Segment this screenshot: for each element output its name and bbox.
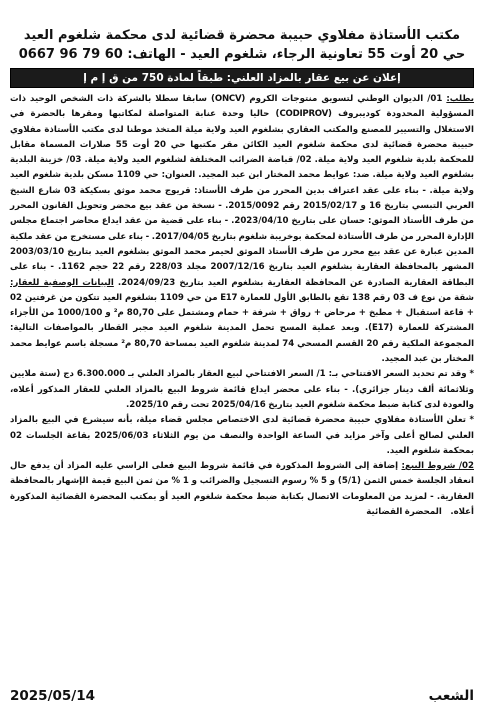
paragraph-text: شقة من نوع ف 03 رقم 138 تقع بالطابق الأول للعمارة E17 من حي 1109 بشلغوم العيد تتكون من غرفتين 02 + قاعة استقبال + مطبخ + مرحاض + رواق + شرفة + حمام ومشتمل على 80,70 م² و 1000/100 من الأجزاء المشتركة للعمارة (E17). وبعد عملية المسح تحمل المدينة شلغوم العيد مجبر القطار بالمواصفات التالية: المجموعة الملكية رقم 20 القسم المسحي 74 لمدينة شلغوم العيد بمساحة 80,70 م² مسجلة باسم عوايط محمد المختار بن عبد المجيد. bbox=[10, 292, 475, 365]
office-title: مكتب الأستاذة مفلاوي حبيبة محضرة قضائية لدى محكمة شلغوم العيد bbox=[23, 28, 461, 43]
paragraph bbox=[10, 367, 474, 413]
notice-footer bbox=[10, 685, 474, 707]
notice-banner: إعلان عن بيع عقار بالمزاد العلني: طبقاً لمادة 750 من ق إ م إ bbox=[10, 68, 474, 88]
notice-body bbox=[10, 92, 474, 520]
paragraph-text: 01/ الديوان الوطني لتسويق منتوجات الكروم (ONCV) سابقا سطلا بالشركة ذات الشخص الوحيد ذات المسؤولية المحدودة كوديبروف (CODIPROV) حاليا وحدة عنابة المتواصلة لمكاتبها ومقرها بالحضرة في الاستغلال والتسيير للمصنع والمكتب العقاري بشلغوم العيد ولاية ميلة المتخذ موطنا لدى مكتب الأستاذة مفلاوي حبيبة محضرة قضائية لدى محكمة شلغوم العيد الكائن مقر مكتبها حي 20 أوت 55 صلارات المسماة مقابل للمحكمة بلدية شلغوم العيد ولاية ميلة. 02/ قباضة الضرائب المختلفة لشلغوم العيد ولاية ميلة. 03/ خزينة البلدية بشلغوم العيد ولاية ميلة. ضد: عوايط محمد المختار ابن عبد المجيد. العنوان: حي 1109 مسكن بلدية شلغوم العيد ولاية ميلة. - بناء على عقد اعتراف بدين المحرر من طرف الأستاذ: قريوج محمد موثق بسكيكة 03 شارع الشيخ العربي التبسي بتاريخ 16 و 2015/02/17 رقم 2015/0092. - نسخة من عقد بيع محضر وتحويل القانون المحرر من طرف الأستاذ الموثق: حسان على بتاريخ 2023/04/10. - بناء على قضية من عقد ايداع محاضر اجتماع مجلس الإدارة المحرر من طرف الأستاذة لمحكمة بوخريبة شلغوم بتاريخ 2017/04/05. - بناء على مستخرج من عقد ملكية المدين عبارة عن عقد بيع محرر من طرف الأستاذ الموثق لحيمر محمد الموثق بشلغوم العيد بتاريخ 2003/03/10 المشهر بالمحافظة العقارية بشلغوم العيد بتاريخ 2007/12/16 مجلد 228/03 رقم 22 حجم 1162. - بناء على البطاقة العقارية الصادرة عن المحافظة العقارية بشلغوم العيد بتاريخ 2024/09/23. bbox=[10, 94, 475, 288]
paragraph-label: البيانات الوصفية للعقار: bbox=[10, 277, 114, 288]
newspaper-name: الشعب bbox=[428, 688, 474, 704]
paragraph bbox=[10, 92, 474, 367]
paragraph-label: 02/ شروط البيع: bbox=[401, 461, 474, 472]
paragraph-text: إضافة إلى الشروط المذكورة في قائمة شروط البيع فعلى الراسي عليه المزاد أن يدفع حال انعقاد الجلسة خمس الثمن (5/1) و 5 % رسوم التسجيل والضرائب و 1 % من ثمن البيع قيمة الإشهار بالمحافظة العقارية. - لمزيد من المعلومات الاتصال بكتابة ضبط محكمة شلغوم العيد أو بمكتب المحضرة القضائية المذكورة أعلاه. bbox=[10, 461, 474, 518]
notice-header bbox=[10, 26, 474, 64]
paragraph-text: * وقد تم تحديد السعر الافتتاحي بـ: 1/ السعر الافتتاحي لبيع العقار بالمزاد العلني بـ 6.300.000 دج (ستة ملايين وثلاثمائة ألف دينار جزائري). - بناء على محضر ايداع قائمة شروط البيع بالمزاد العلني للعقار المذكور أعلاه، والعودة لدى كتابة ضبط محكمة شلغوم العيد بتاريخ 2025/04/16 تحت رقم 2025/10. bbox=[10, 369, 475, 410]
paragraph-text: * تعلن الأستاذة مفلاوي حبيبة محضرة قضائية لدى الاختصاص مجلس قضاء ميلة، بأنه سيشرع في البيع بالمزاد العلني لصالح أعلى وآخر مزايد في الساعة الواحدة والنصف من يوم الثلاثاء 2025/06/03 بقاعة الجلسات 02 بمحكمة شلغوم العيد. bbox=[10, 415, 474, 456]
signature: المحضرة القضائية bbox=[366, 507, 442, 518]
paragraph bbox=[10, 413, 474, 459]
paragraph bbox=[10, 459, 474, 520]
publication-date: 2025/05/14 bbox=[10, 688, 96, 704]
office-address: حي 20 أوت 55 تعاونية الرجاء، شلغوم العيد - الهاتف: 60 79 96 0667 bbox=[18, 47, 466, 62]
paragraph-label: بطلب: bbox=[446, 94, 475, 104]
